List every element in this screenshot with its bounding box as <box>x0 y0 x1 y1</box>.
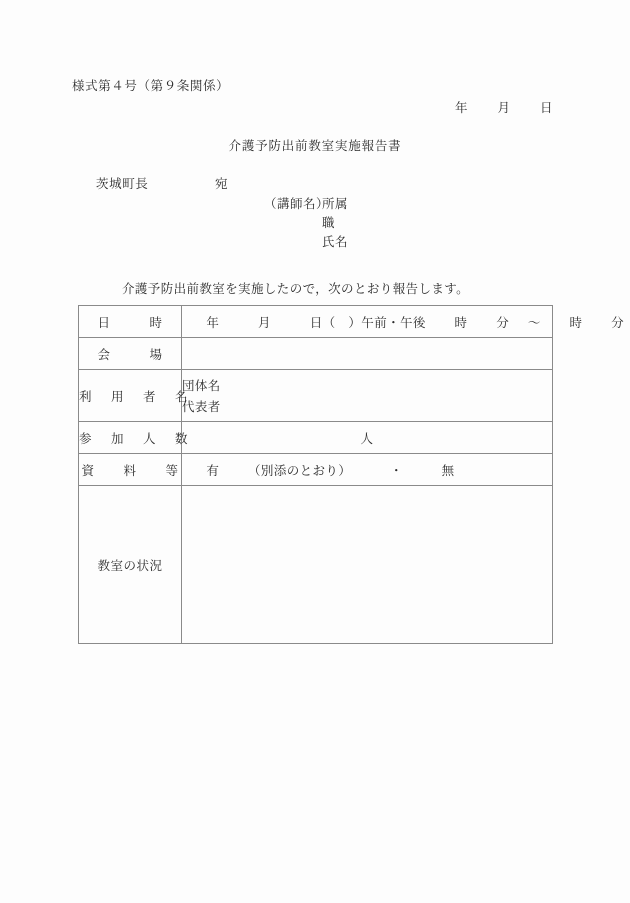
date-day-label: 日 <box>539 100 553 115</box>
label-char: 時 <box>149 314 163 330</box>
table-row <box>79 486 553 644</box>
datetime-month: 月 <box>258 314 271 330</box>
row-value-venue[interactable] <box>182 338 553 370</box>
row-label-class-status: 教室の状況 <box>79 486 182 644</box>
date-year-label: 年 <box>455 100 468 115</box>
datetime-minute-start: 分 <box>496 314 510 330</box>
report-table <box>78 305 625 644</box>
date-line <box>455 98 552 116</box>
label-char: 場 <box>149 346 163 362</box>
lecturer-name-label: 氏名 <box>322 234 349 249</box>
lecturer-row <box>264 213 348 232</box>
label-char: 加 <box>110 430 124 446</box>
addressee-line <box>96 174 228 192</box>
row-label-user-name <box>79 370 188 422</box>
row-value-datetime[interactable] <box>182 306 625 338</box>
addressee-recipient: 茨城町長 <box>96 176 149 191</box>
label-char: 等 <box>165 462 179 478</box>
label-char: 名 <box>174 388 188 404</box>
datetime-hour-end: 時 <box>569 314 583 330</box>
materials-yes-option[interactable]: 有 <box>206 462 220 478</box>
addressee-to-mark: 宛 <box>214 176 229 191</box>
datetime-year: 年 <box>206 314 220 330</box>
table-row <box>79 370 553 422</box>
group-name-label: 団体名 <box>182 377 221 393</box>
label-char: 者 <box>142 388 156 404</box>
row-value-materials[interactable] <box>182 454 553 486</box>
lecturer-row <box>264 232 348 251</box>
label-char: 参 <box>79 430 93 446</box>
row-label-datetime <box>79 306 182 338</box>
intro-sentence: 介護予防出前教室を実施したので，次のとおり報告します。 <box>122 281 470 296</box>
lecturer-position-label: 職 <box>322 215 336 230</box>
row-label-venue <box>79 338 182 370</box>
lecturer-affiliation-label: 所属 <box>322 196 349 211</box>
table-row <box>79 454 553 486</box>
label-char: 用 <box>110 388 124 404</box>
row-value-user-name[interactable] <box>182 370 553 422</box>
label-char: 会 <box>97 346 111 362</box>
materials-no-option[interactable]: 無 <box>441 462 455 478</box>
page-title: 介護予防出前教室実施報告書 <box>228 138 402 153</box>
datetime-range-tilde: ～ <box>527 314 541 330</box>
label-char: 人 <box>142 430 156 446</box>
form-code: 様式第４号（第９条関係） <box>72 78 230 93</box>
table-row <box>79 422 553 454</box>
date-month-label: 月 <box>497 100 510 115</box>
materials-attached-note: （別添のとおり） <box>248 462 352 478</box>
row-value-participant-count[interactable]: 人 <box>182 422 553 454</box>
lecturer-block <box>264 194 348 251</box>
lecturer-heading: （講師名） <box>264 196 330 211</box>
materials-separator: ・ <box>389 462 403 478</box>
label-char: 料 <box>123 462 137 478</box>
label-char: 日 <box>97 314 111 330</box>
lecturer-row <box>264 194 348 213</box>
datetime-day-ampm: 日（ ）午前・午後 <box>309 314 426 330</box>
table-row <box>79 338 553 370</box>
label-char: 数 <box>174 430 188 446</box>
datetime-hour-start: 時 <box>454 314 468 330</box>
table-row <box>79 306 553 338</box>
datetime-minute-end: 分 <box>611 314 625 330</box>
label-char: 資 <box>81 462 95 478</box>
row-label-materials <box>79 454 182 486</box>
representative-label: 代表者 <box>182 398 221 414</box>
row-value-class-status[interactable] <box>182 486 553 644</box>
label-char: 利 <box>79 388 93 404</box>
row-label-participant-count <box>79 422 188 454</box>
